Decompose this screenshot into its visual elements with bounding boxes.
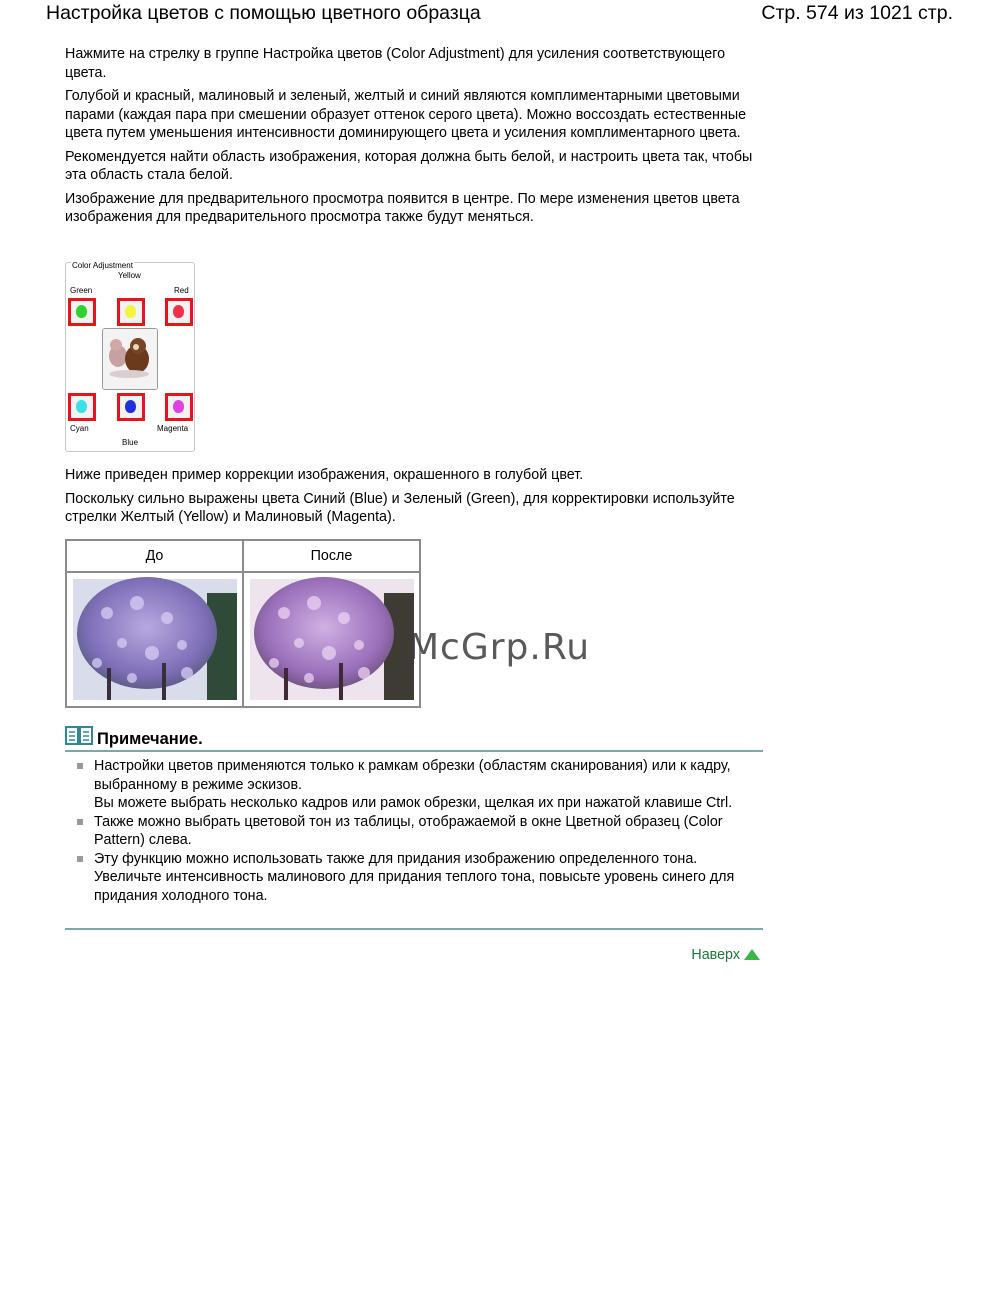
label-blue: Blue (122, 438, 139, 447)
back-to-top-link[interactable] (691, 947, 760, 963)
note-text: Эту функцию можно использовать также для придания изображению определенного тона. (94, 850, 698, 867)
red-swatch-icon (173, 305, 184, 318)
label-cyan: Cyan (70, 424, 89, 433)
note-text: Увеличьте интенсивность малинового для придания теплого тона, повысьте уровень синего для придания холодного тона. (94, 869, 735, 904)
square-bullet-icon (77, 819, 83, 825)
note-header (65, 726, 763, 752)
watermark: McGrp.Ru (408, 627, 591, 668)
label-magenta: Magenta (157, 424, 189, 433)
note-text: Также можно выбрать цветовой тон из таблицы, отображаемой в окне Цветной образец (Color Pattern) слева. (94, 813, 723, 848)
paragraph: Нажмите на стрелку в группе Настройка цветов (Color Adjustment) для усиления соответствующего цвета. (65, 46, 726, 81)
green-swatch-icon (76, 305, 87, 318)
label-red: Red (174, 286, 189, 295)
back-to-top-label[interactable]: Наверх (691, 947, 740, 963)
note-text: Настройки цветов применяются только к рамкам обрезки (областям сканирования) или к кадру, выбранному в режиме эскизов. (94, 758, 731, 793)
paragraph: Изображение для предварительного просмотра появится в центре. По мере изменения цветов цвета изображения для предварительного просмотра также будут меняться. (65, 190, 740, 225)
before-image-cell (66, 572, 243, 707)
teddy-bear-preview-icon (103, 329, 157, 389)
paragraph: Рекомендуется найти область изображения, которая должна быть белой, и настроить цвета так, чтобы эта область стала белой. (65, 148, 753, 183)
before-header: До (66, 540, 243, 572)
note-list (77, 757, 757, 905)
cyan-swatch-icon (76, 400, 87, 413)
blue-arrow-button[interactable] (117, 393, 145, 421)
cyan-arrow-button[interactable] (68, 393, 96, 421)
page-counter: Стр. 574 из 1021 стр. (761, 2, 953, 24)
label-yellow: Yellow (118, 271, 141, 280)
preview-image (102, 328, 158, 390)
after-image-cell (243, 572, 420, 707)
square-bullet-icon (77, 856, 83, 862)
before-after-table (65, 539, 421, 708)
up-arrow-icon[interactable] (744, 949, 760, 960)
note-title: Примечание. (97, 730, 203, 748)
content-body-2 (65, 466, 765, 532)
label-green: Green (70, 286, 93, 295)
note-text: Вы можете выбрать несколько кадров или рамок обрезки, щелкая их при нажатой клавише Ctrl. (94, 795, 733, 811)
content-body (65, 45, 765, 232)
paragraph: Голубой и красный, малиновый и зеленый, желтый и синий являются комплиментарными цветовыми парами (каждая пара при смешении образует оттенок серого цвета). Можно воссоздать естественные цвета путем уменьшения интенсивности доминирующего цвета и усиления комплиментарного цвета. (65, 88, 747, 141)
yellow-swatch-icon (125, 305, 136, 318)
after-tree-image (244, 573, 419, 706)
blue-swatch-icon (125, 400, 136, 413)
yellow-arrow-button[interactable] (117, 298, 145, 326)
magenta-swatch-icon (173, 400, 184, 413)
before-tree-image (67, 573, 242, 706)
list-item (77, 757, 757, 813)
paragraph: Поскольку сильно выражены цвета Синий (Blue) и Зеленый (Green), для корректировки используйте стрелки Желтый (Yellow) и Малиновый (Magenta). (65, 490, 735, 525)
square-bullet-icon (77, 763, 83, 769)
green-arrow-button[interactable] (68, 298, 96, 326)
magenta-arrow-button[interactable] (165, 393, 193, 421)
paragraph: Ниже приведен пример коррекции изображения, окрашенного в голубой цвет. (65, 467, 584, 483)
panel-legend: Color Adjustment (72, 261, 133, 270)
red-arrow-button[interactable] (165, 298, 193, 326)
list-item (77, 813, 757, 850)
book-icon (65, 726, 93, 746)
color-adjustment-panel (65, 262, 195, 452)
note-divider (65, 928, 763, 930)
after-header: После (243, 540, 420, 572)
list-item (77, 850, 757, 906)
page-title: Настройка цветов с помощью цветного образца (46, 2, 481, 24)
